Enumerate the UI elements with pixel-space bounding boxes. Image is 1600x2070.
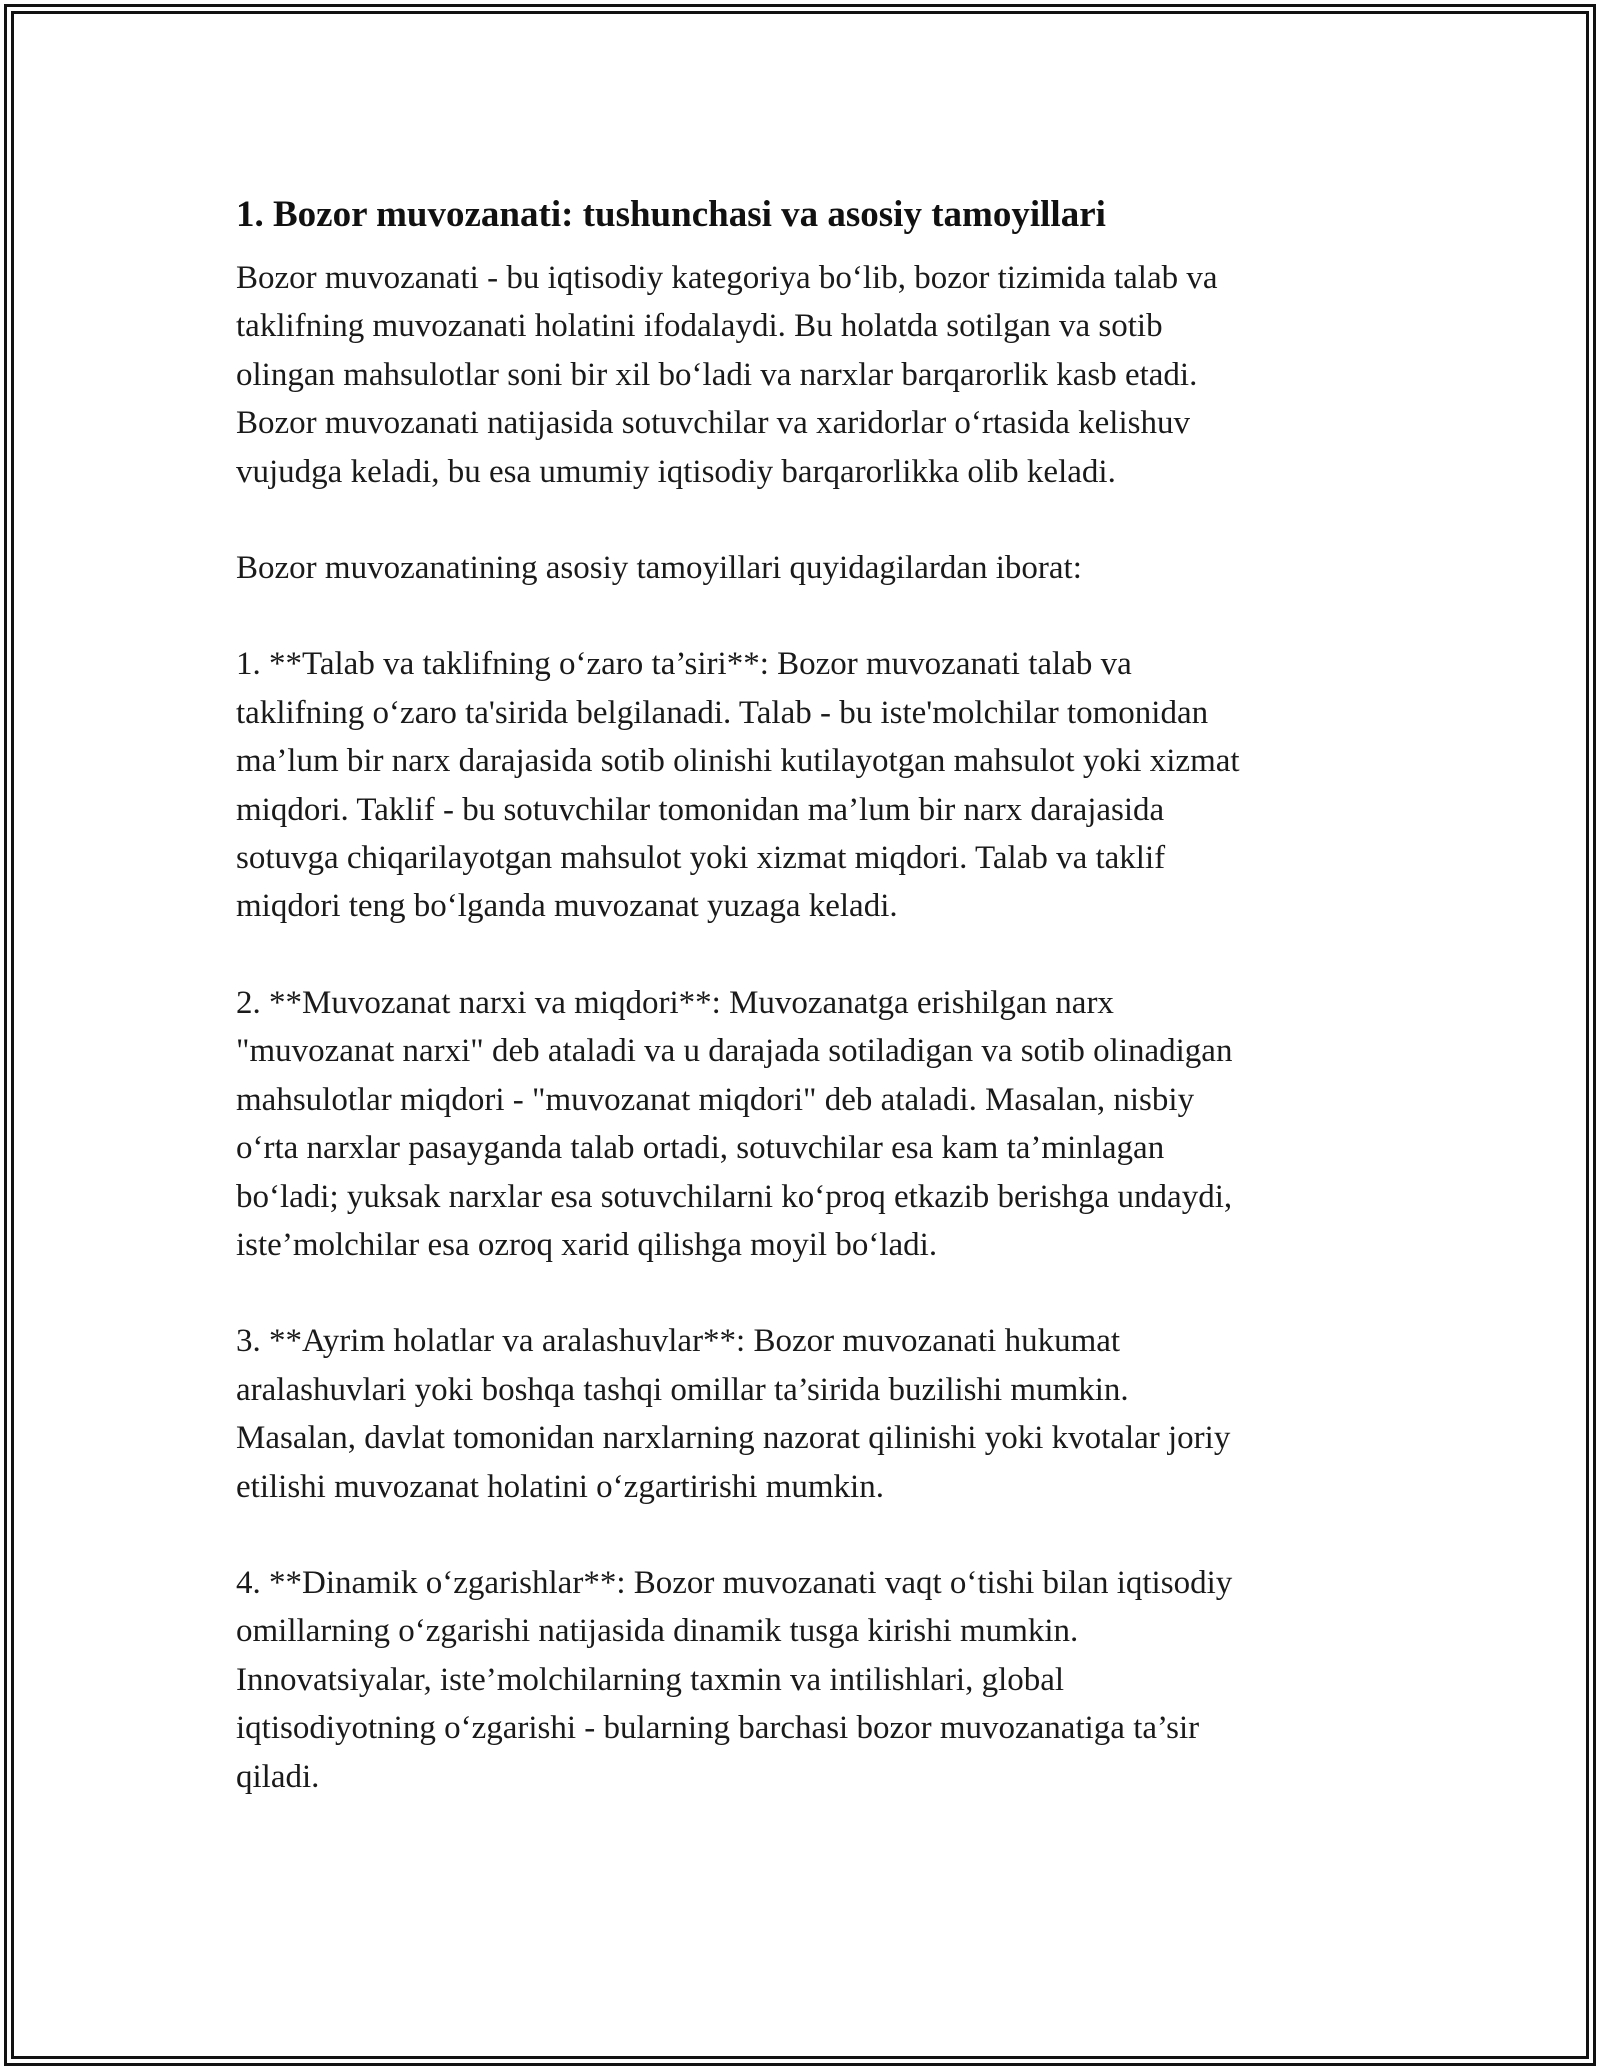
text-line: Innovatsiyalar, iste’molchilarning taxmin va intilishlari, global (236, 1661, 1065, 1698)
paragraph-principle-3 (236, 1317, 1366, 1511)
paragraph-principle-4 (236, 1559, 1366, 1801)
text-line: etilishi muvozanat holatini o‘zgartirishi mumkin. (236, 1468, 884, 1505)
text-line: Bozor muvozanati - bu iqtisodiy kategoriya bo‘lib, bozor tizimida talab va (236, 260, 1218, 296)
text-line: qiladi. (236, 1758, 320, 1795)
text-line: o‘rta narxlar pasayganda talab ortadi, sotuvchilar esa kam ta’minlagan (236, 1130, 1165, 1167)
paragraph-principles-lead (236, 544, 1366, 592)
text-line: omillarning o‘zgarishi natijasida dinamik tusga kirishi mumkin. (236, 1613, 1079, 1650)
text-line: taklifning o‘zaro ta'sirida belgilanadi. Talab - bu iste'molchilar tomonidan (236, 694, 1209, 731)
text-line: Masalan, davlat tomonidan narxlarning nazorat qilinishi yoki kvotalar joriy (236, 1420, 1231, 1457)
paragraph-principle-2 (236, 979, 1366, 1269)
text-line: mahsulotlar miqdori - "muvozanat miqdori" deb ataladi. Masalan, nisbiy (236, 1081, 1195, 1118)
text-line: miqdori. Taklif - bu sotuvchilar tomonidan ma’lum bir narx darajasida (236, 791, 1165, 828)
text-line: "muvozanat narxi" deb ataladi va u darajada sotiladigan va sotib olinadigan (236, 1033, 1233, 1070)
paragraph-intro (236, 254, 1366, 496)
text-line: 3. **Ayrim holatlar va aralashuvlar**: Bozor muvozanati hukumat (236, 1323, 1121, 1360)
text-line: Bozor muvozanati natijasida sotuvchilar va xaridorlar o‘rtasida kelishuv (236, 405, 1190, 442)
text-line: 2. **Muvozanat narxi va miqdori**: Muvozanatga erishilgan narx (236, 984, 1114, 1021)
paragraph-principle-1 (236, 640, 1366, 930)
text-line: olingan mahsulotlar soni bir xil bo‘ladi va narxlar barqarorlik kasb etadi. (236, 356, 1198, 393)
text-line: taklifning muvozanati holatini ifodalaydi. Bu holatda sotilgan va sotib (236, 308, 1163, 345)
text-line: aralashuvlari yoki boshqa tashqi omillar ta’sirida buzilishi mumkin. (236, 1371, 1129, 1408)
text-line: ma’lum bir narx darajasida sotib olinishi kutilayotgan mahsulot yoki xizmat (236, 743, 1240, 780)
text-line: 4. **Dinamik o‘zgarishlar**: Bozor muvozanati vaqt o‘tishi bilan iqtisodiy (236, 1564, 1233, 1601)
text-line: iqtisodiyotning o‘zgarishi - bularning barchasi bozor muvozanatiga ta’sir (236, 1710, 1200, 1747)
text-line: 1. **Talab va taklifning o‘zaro ta’siri**: Bozor muvozanati talab va (236, 646, 1132, 683)
text-line: iste’molchilar esa ozroq xarid qilishga moyil bo‘ladi. (236, 1226, 938, 1263)
text-line: sotuvga chiqarilayotgan mahsulot yoki xizmat miqdori. Talab va taklif (236, 840, 1166, 877)
text-line: Bozor muvozanatining asosiy tamoyillari quyidagilardan iborat: (236, 550, 1082, 587)
text-line: vujudga keladi, bu esa umumiy iqtisodiy barqarorlikka olib keladi. (236, 453, 1116, 490)
document-body (236, 190, 1366, 1801)
text-line: miqdori teng bo‘lganda muvozanat yuzaga keladi. (236, 888, 898, 925)
text-line: bo‘ladi; yuksak narxlar esa sotuvchilarni ko‘proq etkazib berishga undaydi, (236, 1178, 1233, 1215)
section-heading: 1. Bozor muvozanati: tushunchasi va asosiy tamoyillari (236, 194, 1106, 235)
